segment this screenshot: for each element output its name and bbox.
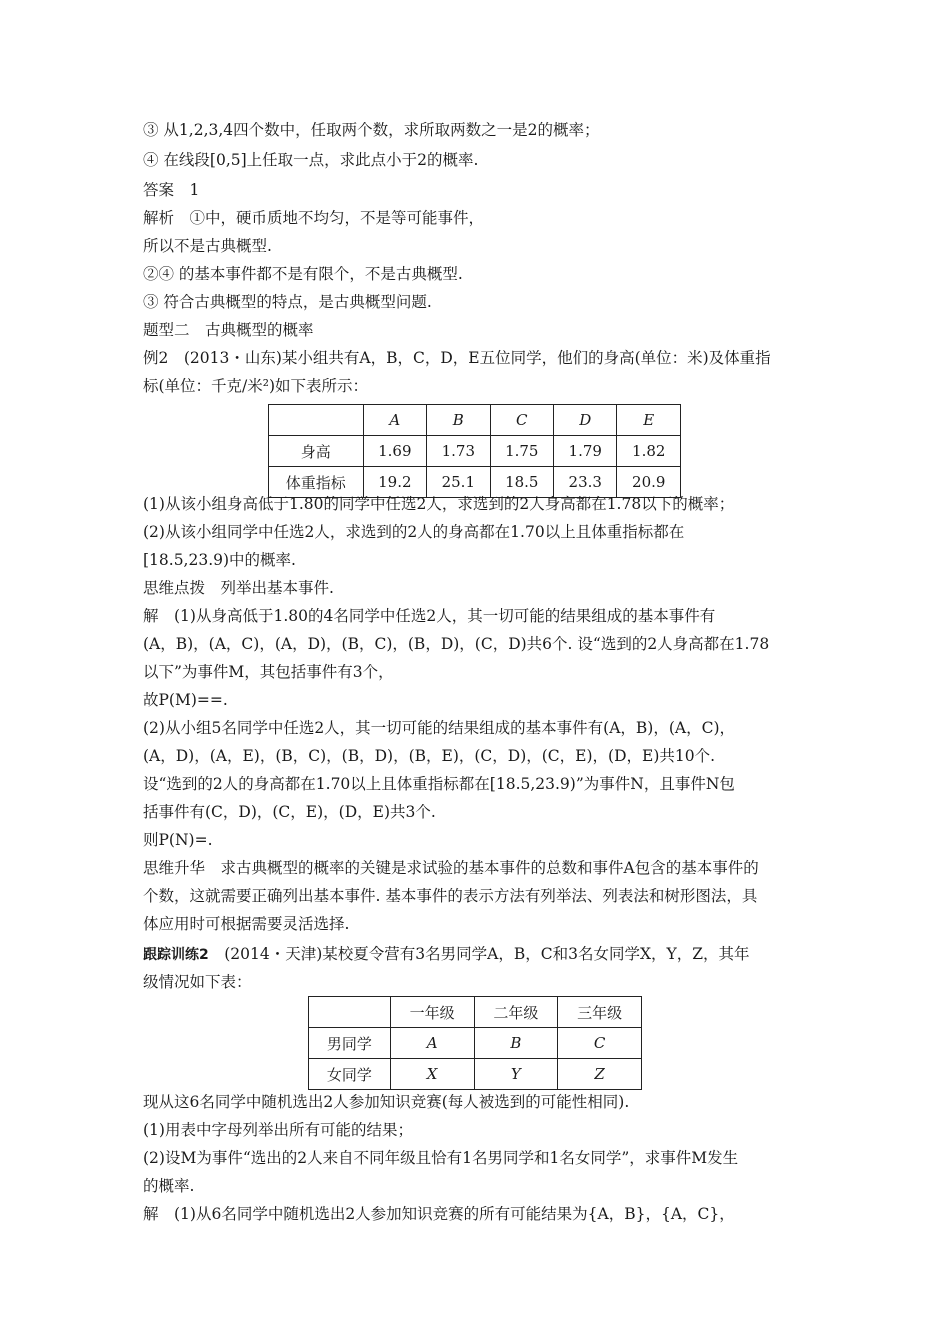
- table-cell: [269, 405, 364, 436]
- summary-line: 思维升华 求古典概型的概率的关键是求试验的基本事件的总数和事件A包含的基本事件的: [143, 859, 759, 877]
- table-cell: X: [390, 1059, 474, 1090]
- table-header-cell: E: [617, 405, 681, 436]
- table-cell: [309, 997, 391, 1028]
- text-line: [18.5,23.9)中的概率.: [143, 551, 296, 569]
- text-line: ②④ 的基本事件都不是有限个，不是古典概型.: [143, 265, 463, 283]
- table-row: [269, 467, 681, 498]
- table-header-cell: D: [554, 405, 617, 436]
- table-cell: 18.5: [490, 467, 553, 498]
- question-line: (1)用表中字母列举出所有可能的结果；: [143, 1121, 413, 1139]
- table-cell: 1.69: [363, 436, 426, 467]
- text-line: ④ 在线段[0,5]上任取一点，求此点小于2的概率.: [143, 151, 479, 169]
- text-line: 个数，这就需要正确列出基本事件. 基本事件的表示方法有列举法、列表法和树形图法，具: [143, 887, 758, 905]
- table-cell: Y: [474, 1059, 558, 1090]
- hint-line: 思维点拨 列举出基本事件.: [143, 579, 334, 597]
- exercise-line: [143, 944, 750, 965]
- solution-line: 解 (1)从6名同学中随机选出2人参加知识竞赛的所有可能结果为{A，B}，{A，C}，: [143, 1205, 735, 1223]
- text-line: 所以不是古典概型.: [143, 237, 272, 255]
- table-row-label: 身高: [269, 436, 364, 467]
- table-header-cell: C: [490, 405, 553, 436]
- table-header-cell: 一年级: [390, 997, 474, 1028]
- table-row: [269, 436, 681, 467]
- text-line: 以下”为事件M，其包括事件有3个，: [143, 663, 394, 681]
- section-heading: 题型二 古典概型的概率: [143, 321, 314, 339]
- text-line: (2)从小组5名同学中任选2人，其一切可能的结果组成的基本事件有(A，B)，(A，C)，: [143, 719, 736, 737]
- text-line: 体应用时可根据需要灵活选择.: [143, 915, 350, 933]
- text-line: (A，B)，(A，C)，(A，D)，(B，C)，(B，D)，(C，D)共6个. 设“选到的2人身高都在1.78: [143, 635, 770, 653]
- table-cell: B: [474, 1028, 558, 1059]
- height-weight-table: [268, 404, 681, 498]
- analysis-line: 解析 ①中，硬币质地不均匀，不是等可能事件，: [143, 209, 485, 227]
- table-row-label: 男同学: [309, 1028, 391, 1059]
- table-header-cell: 三年级: [558, 997, 642, 1028]
- table-header-row: [309, 997, 642, 1028]
- table-header-cell: B: [427, 405, 490, 436]
- table-row-label: 体重指标: [269, 467, 364, 498]
- table-header-cell: A: [363, 405, 426, 436]
- table-cell: 1.82: [617, 436, 681, 467]
- table-header-cell: 二年级: [474, 997, 558, 1028]
- text-line: 括事件有(C，D)，(C，E)，(D，E)共3个.: [143, 803, 436, 821]
- text-line: 标(单位：千克/米²)如下表所示：: [143, 377, 369, 395]
- table-row: [309, 1028, 642, 1059]
- text-line: ③ 符合古典概型的特点，是古典概型问题.: [143, 293, 432, 311]
- text-line: 的概率.: [143, 1177, 195, 1195]
- example-line: 例2 (2013・山东)某小组共有A，B，C，D，E五位同学，他们的身高(单位：米)及体重指: [143, 349, 771, 367]
- solution-line: 解 (1)从身高低于1.80的4名同学中任选2人，其一切可能的结果组成的基本事件有: [143, 607, 716, 625]
- table-header-row: [269, 405, 681, 436]
- exercise-badge: 跟踪训练2: [143, 947, 209, 963]
- question-line: (1)从该小组身高低于1.80的同学中任选2人，求选到的2人身高都在1.78以下的概率；: [143, 495, 735, 513]
- text-line: ③ 从1,2,3,4四个数中，任取两个数，求所取两数之一是2的概率；: [143, 121, 600, 139]
- table-cell: A: [390, 1028, 474, 1059]
- table-row-label: 女同学: [309, 1059, 391, 1090]
- text-line: 级情况如下表：: [143, 973, 252, 991]
- table-cell: 25.1: [427, 467, 490, 498]
- table-cell: 20.9: [617, 467, 681, 498]
- table-cell: 23.3: [554, 467, 617, 498]
- table-cell: 1.79: [554, 436, 617, 467]
- answer-line: 答案 1: [143, 181, 200, 199]
- table-cell: Z: [558, 1059, 642, 1090]
- text-line: 设“选到的2人的身高都在1.70以上且体重指标都在[18.5,23.9)”为事件N，且事件N包: [143, 775, 735, 793]
- grade-table: [308, 996, 642, 1090]
- table-cell: 1.73: [427, 436, 490, 467]
- table-cell: 1.75: [490, 436, 553, 467]
- question-line: (2)从该小组同学中任选2人，求选到的2人的身高都在1.70以上且体重指标都在: [143, 523, 685, 541]
- table-cell: 19.2: [363, 467, 426, 498]
- exercise-text: (2014・天津)某校夏令营有3名男同学A，B，C和3名女同学X，Y，Z，其年: [208, 945, 750, 963]
- text-line: 则P(N)=.: [143, 831, 213, 849]
- question-line: (2)设M为事件“选出的2人来自不同年级且恰有1名男同学和1名女同学”，求事件M发生: [143, 1149, 739, 1167]
- table-cell: C: [558, 1028, 642, 1059]
- text-line: (A，D)，(A，E)，(B，C)，(B，D)，(B，E)，(C，D)，(C，E)，(D，E)共10个.: [143, 747, 716, 765]
- text-line: 故P(M)==.: [143, 691, 228, 709]
- table-row: [309, 1059, 642, 1090]
- text-line: 现从这6名同学中随机选出2人参加知识竞赛(每人被选到的可能性相同).: [143, 1093, 630, 1111]
